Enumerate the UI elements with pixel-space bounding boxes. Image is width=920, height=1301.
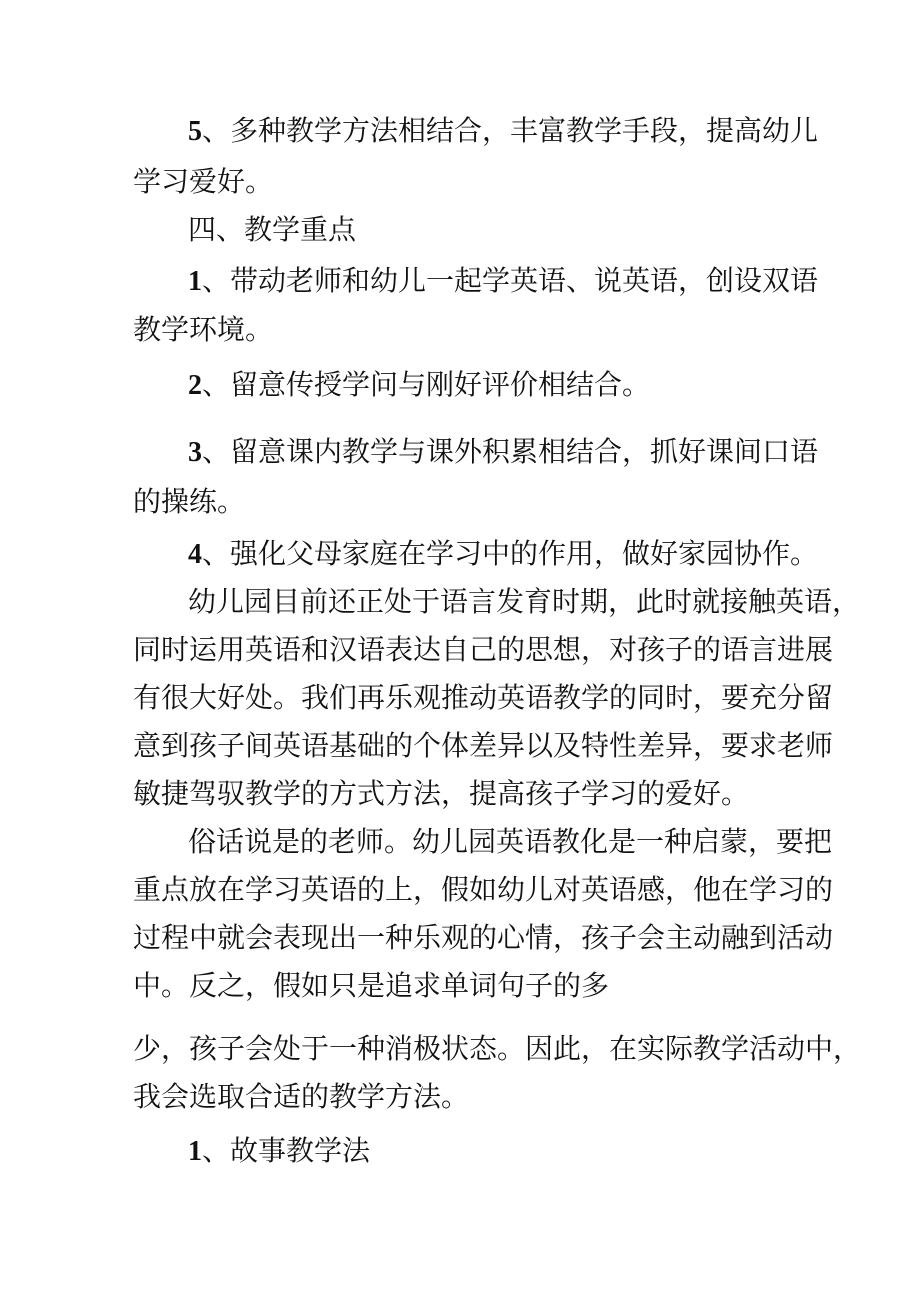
focus-item-1-line-2: 教学环境。 xyxy=(133,313,274,346)
section-heading: 四、教学重点 xyxy=(188,213,357,246)
focus-item-3-line-1 xyxy=(188,435,818,470)
method-1-number: 1 xyxy=(188,1136,202,1167)
focus-item-1-number: 1 xyxy=(188,266,202,297)
focus-item-3-number: 3 xyxy=(188,437,202,468)
method-1-heading xyxy=(188,1134,370,1169)
focus-item-4-line-1 xyxy=(188,537,818,572)
focus-item-1-text: 、带动老师和幼儿一起学英语、说英语，创设双语 xyxy=(202,264,819,297)
paragraph-1-line-4: 意到孩子间英语基础的个体差异以及特性差异，要求老师 xyxy=(133,729,834,762)
method-1-text: 、故事教学法 xyxy=(202,1134,371,1167)
paragraph-3-line-1: 少，孩子会处于一种消极状态。因此，在实际教学活动中， xyxy=(133,1032,862,1065)
paragraph-3-line-2: 我会选取合适的教学方法。 xyxy=(133,1080,470,1113)
focus-item-2-number: 2 xyxy=(188,370,202,401)
focus-item-2-line-1 xyxy=(188,368,650,403)
item-5-number: 5 xyxy=(188,116,202,147)
item-5-line-1 xyxy=(188,114,818,149)
paragraph-2-line-3: 过程中就会表现出一种乐观的心情，孩子会主动融到活动 xyxy=(133,921,834,954)
paragraph-1-line-5: 敏捷驾驭教学的方式方法，提高孩子学习的爱好。 xyxy=(133,777,750,810)
focus-item-4-text: 、强化父母家庭在学习中的作用，做好家园协作。 xyxy=(202,537,819,570)
paragraph-2-line-4: 中。反之，假如只是追求单词句子的多 xyxy=(133,969,610,1002)
focus-item-2-text: 、留意传授学问与刚好评价相结合。 xyxy=(202,368,651,401)
paragraph-2-line-1: 俗话说是的老师。幼儿园英语教化是一种启蒙，要把 xyxy=(188,825,833,858)
item-5-text: 、多种教学方法相结合，丰富教学手段，提高幼儿 xyxy=(202,114,819,147)
focus-item-3-text: 、留意课内教学与课外积累相结合，抓好课间口语 xyxy=(202,435,819,468)
paragraph-2-line-2: 重点放在学习英语的上，假如幼儿对英语感，他在学习的 xyxy=(133,873,834,906)
paragraph-1-line-2: 同时运用英语和汉语表达自己的思想，对孩子的语言进展 xyxy=(133,633,834,666)
focus-item-3-line-2: 的操练。 xyxy=(133,485,246,518)
item-5-line-2: 学习爱好。 xyxy=(133,165,274,198)
paragraph-1-line-1: 幼儿园目前还正处于语言发育时期，此时就接触英语， xyxy=(188,585,861,618)
paragraph-1-line-3: 有很大好处。我们再乐观推动英语教学的同时，要充分留 xyxy=(133,681,834,714)
focus-item-4-number: 4 xyxy=(188,539,202,570)
focus-item-1-line-1 xyxy=(188,264,818,299)
